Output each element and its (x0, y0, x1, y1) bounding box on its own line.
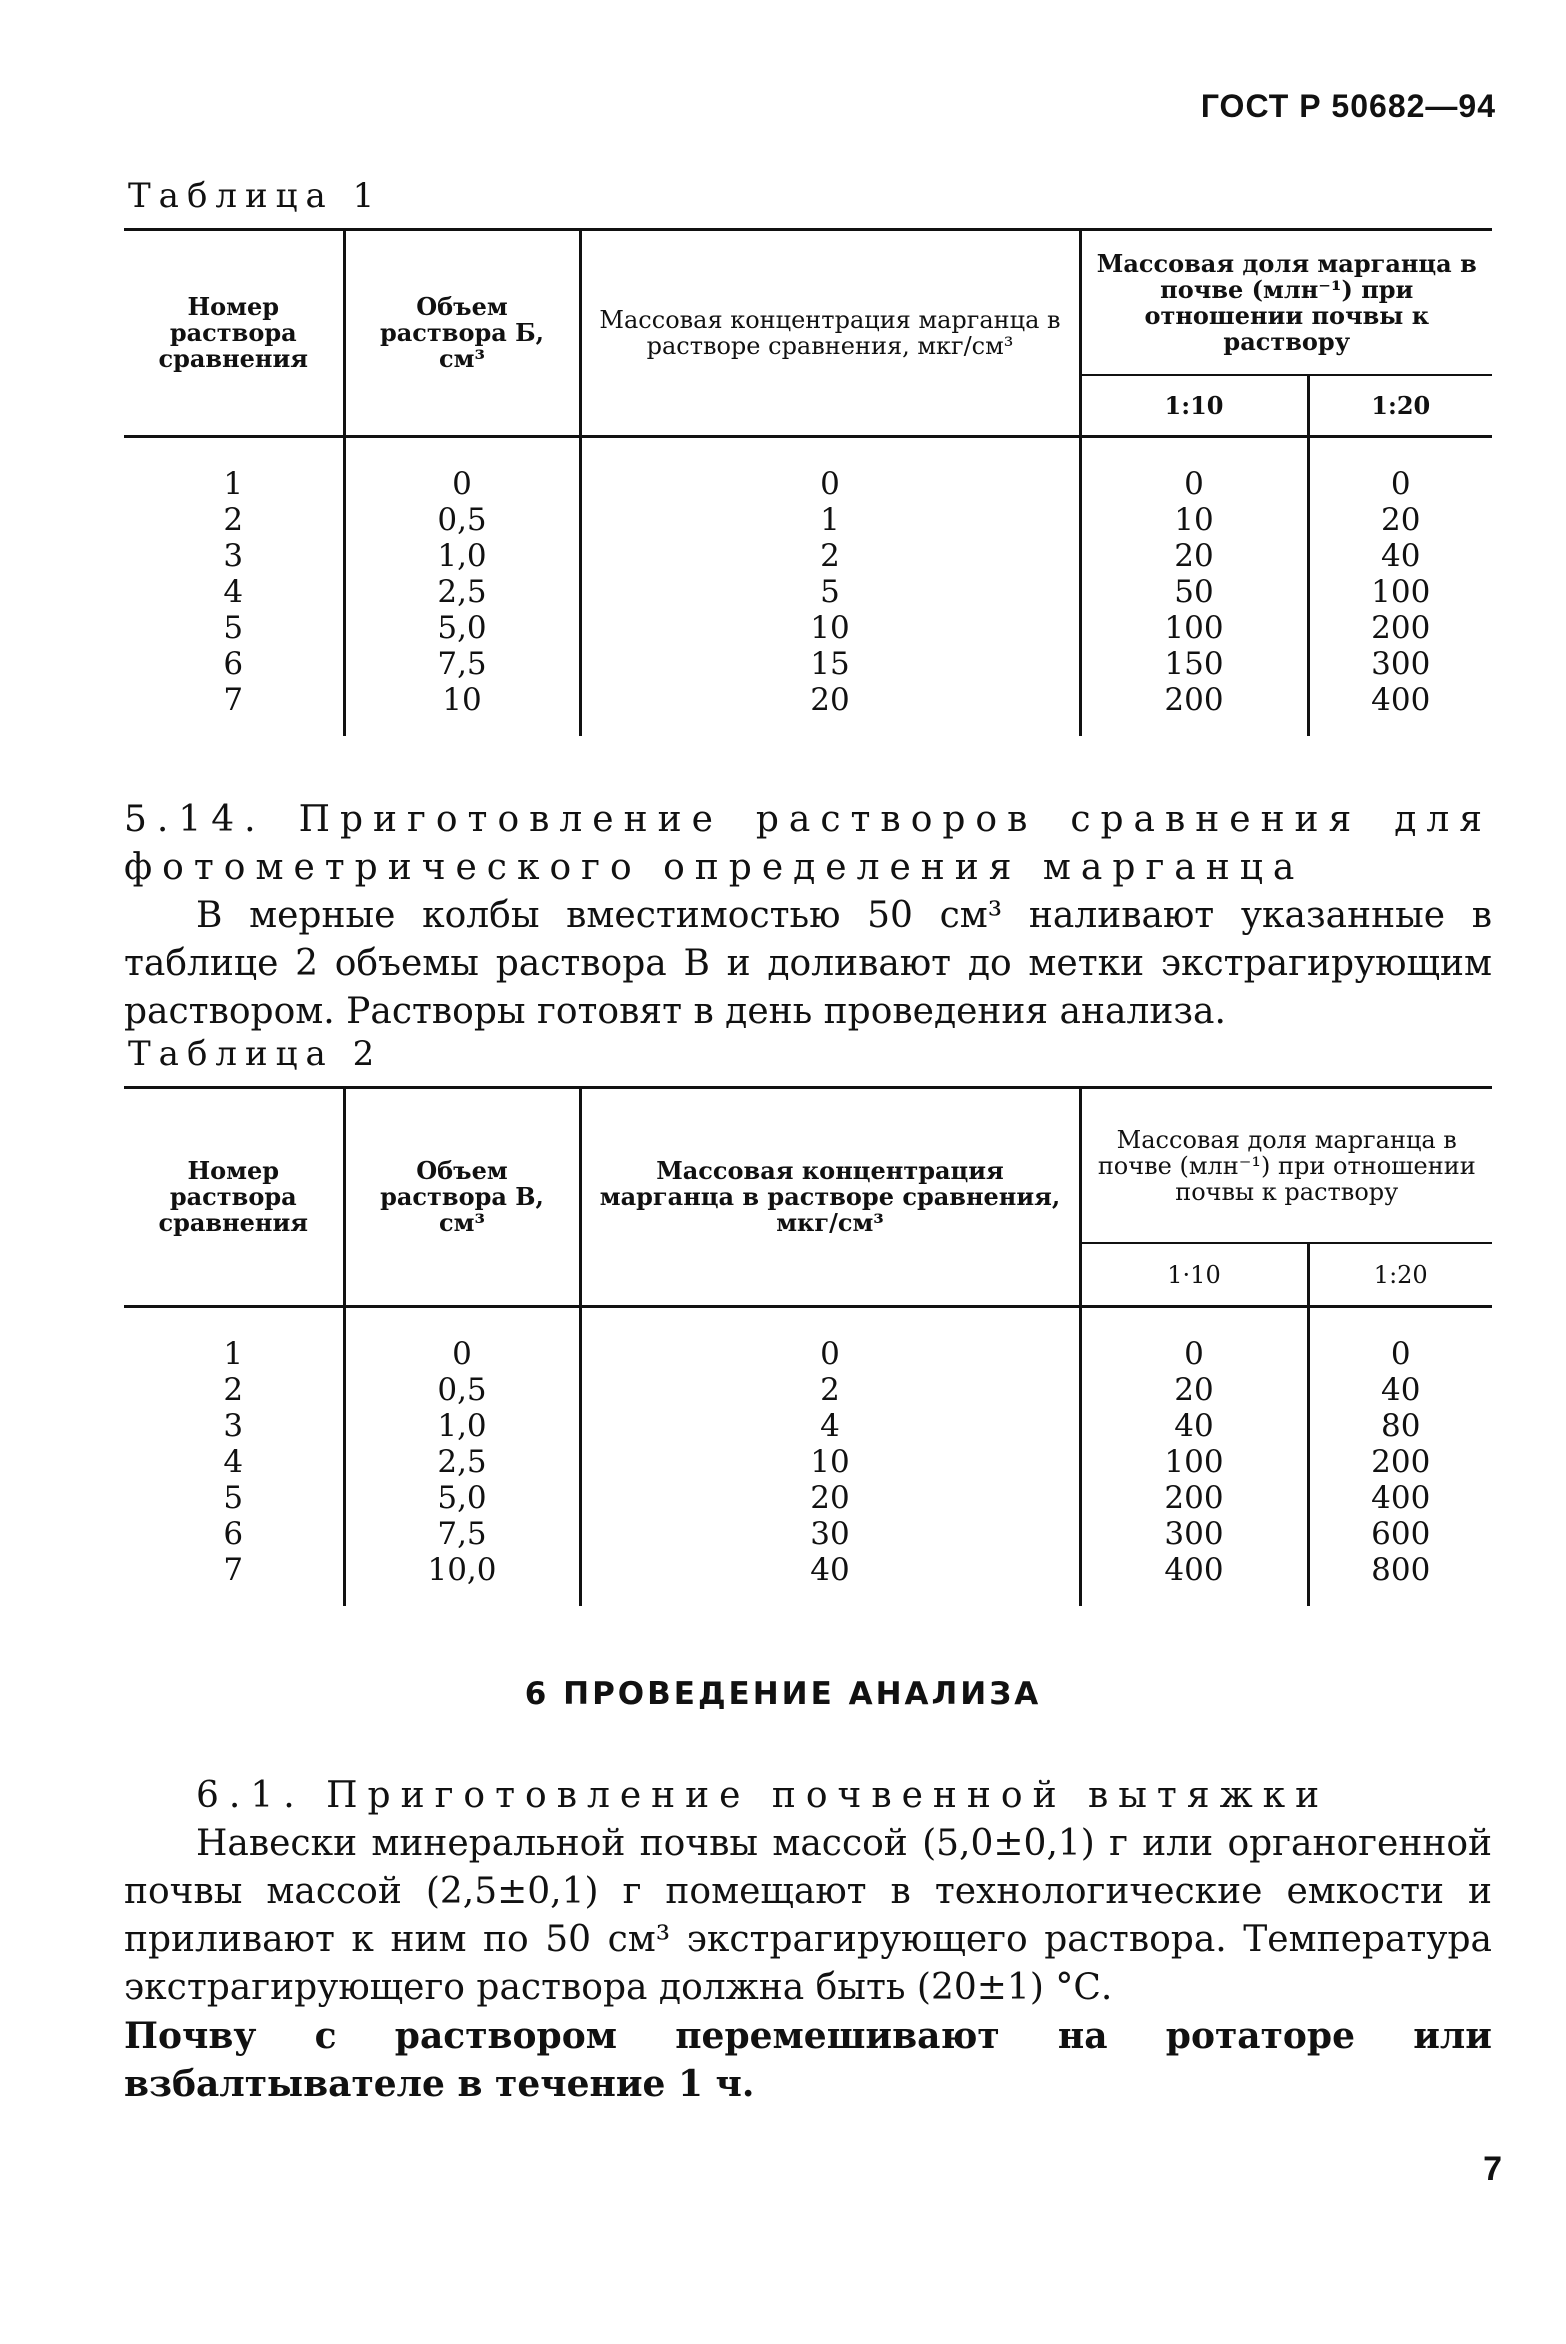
table1-header-number: Номер раствора сравнения (124, 230, 344, 437)
table2-header-volume: Объем раствора В, см³ (344, 1088, 580, 1307)
table1-header-fraction: Массовая доля марганца в почве (млн⁻¹) при отношении почвы к раствору (1080, 230, 1492, 376)
table1-col-concentrations: 0 1 2 5 10 15 20 (580, 437, 1080, 737)
table2-header-concentration: Массовая концентрация марганца в растворе сравнения, мкг/см³ (580, 1088, 1080, 1307)
section-5-14 (124, 796, 1492, 1036)
table1-col-volumes: 0 0,5 1,0 2,5 5,0 7,5 10 (344, 437, 580, 737)
table2-col-numbers: 1 2 3 4 5 6 7 (223, 1336, 244, 1588)
section-5-14-text: В мерные колбы вместимостью 50 см³ наливают указанные в таблице 2 объемы раствора В и доливают до метки экстрагирующим раствором. Растворы готовят в день проведения анализа. (124, 895, 1492, 1032)
table1-col-ratio-1-20: 0 20 40 100 200 300 400 (1308, 437, 1492, 737)
table1-header-ratio-1-10: 1:10 (1080, 375, 1308, 436)
table1-caption: Таблица 1 (128, 176, 383, 216)
table2-col-concentrations: 0 2 4 10 20 30 40 (580, 1307, 1080, 1607)
table2-col-volumes: 0 0,5 1,0 2,5 5,0 7,5 10,0 (344, 1307, 580, 1607)
table1-header-concentration: Массовая концентрация марганца в растворе сравнения, мкг/см³ (580, 230, 1080, 437)
table1-header-ratio-1-20: 1:20 (1308, 375, 1492, 436)
table2-col-ratio-1-20: 0 40 80 200 400 600 800 (1308, 1307, 1492, 1607)
table1 (124, 228, 1492, 736)
document-header: ГОСТ Р 50682—94 (1200, 88, 1496, 124)
table1-header-volume: Объем раствора Б, см³ (344, 230, 580, 437)
section-6-1-text-bold: Почву с раствором перемешивают на ротаторе или взбалтывателе в течение 1 ч. (124, 2015, 1492, 2105)
table2 (124, 1086, 1492, 1606)
section-6-heading: 6 ПРОВЕДЕНИЕ АНАЛИЗА (524, 1676, 1042, 1712)
table1-col-numbers: 1 2 3 4 5 6 7 (223, 466, 244, 718)
table2-col-ratio-1-10: 0 20 40 100 200 300 400 (1080, 1307, 1308, 1607)
table2-header-number: Номер раствора сравнения (124, 1088, 344, 1307)
section-6-1 (124, 1772, 1492, 2108)
section-5-14-title: 5.14. Приготовление растворов сравнения для фотометрического определения марганца (124, 799, 1492, 888)
section-6-1-text: Навески минеральной почвы массой (5,0±0,1) г или органогенной почвы массой (2,5±0,1) г помещают в технологические емкости и приливают к ним по 50 см³ экстрагирующего раствора. Температура экстрагирующего раствора должна быть (20±1) °С. (124, 1823, 1492, 2008)
table2-header-ratio-1-10: 1·10 (1080, 1243, 1308, 1306)
table2-caption: Таблица 2 (128, 1034, 383, 1074)
section-6-1-title: 6.1. Приготовление почвенной вытяжки (196, 1775, 1330, 1816)
table1-body-row (124, 437, 1492, 737)
table1-col-ratio-1-10: 0 10 20 50 100 150 200 (1080, 437, 1308, 737)
table2-header-ratio-1-20: 1:20 (1308, 1243, 1492, 1306)
page-number: 7 (1483, 2150, 1502, 2188)
table2-header-fraction: Массовая доля марганца в почве (млн⁻¹) при отношении почвы к раствору (1080, 1088, 1492, 1244)
table2-body-row (124, 1307, 1492, 1607)
